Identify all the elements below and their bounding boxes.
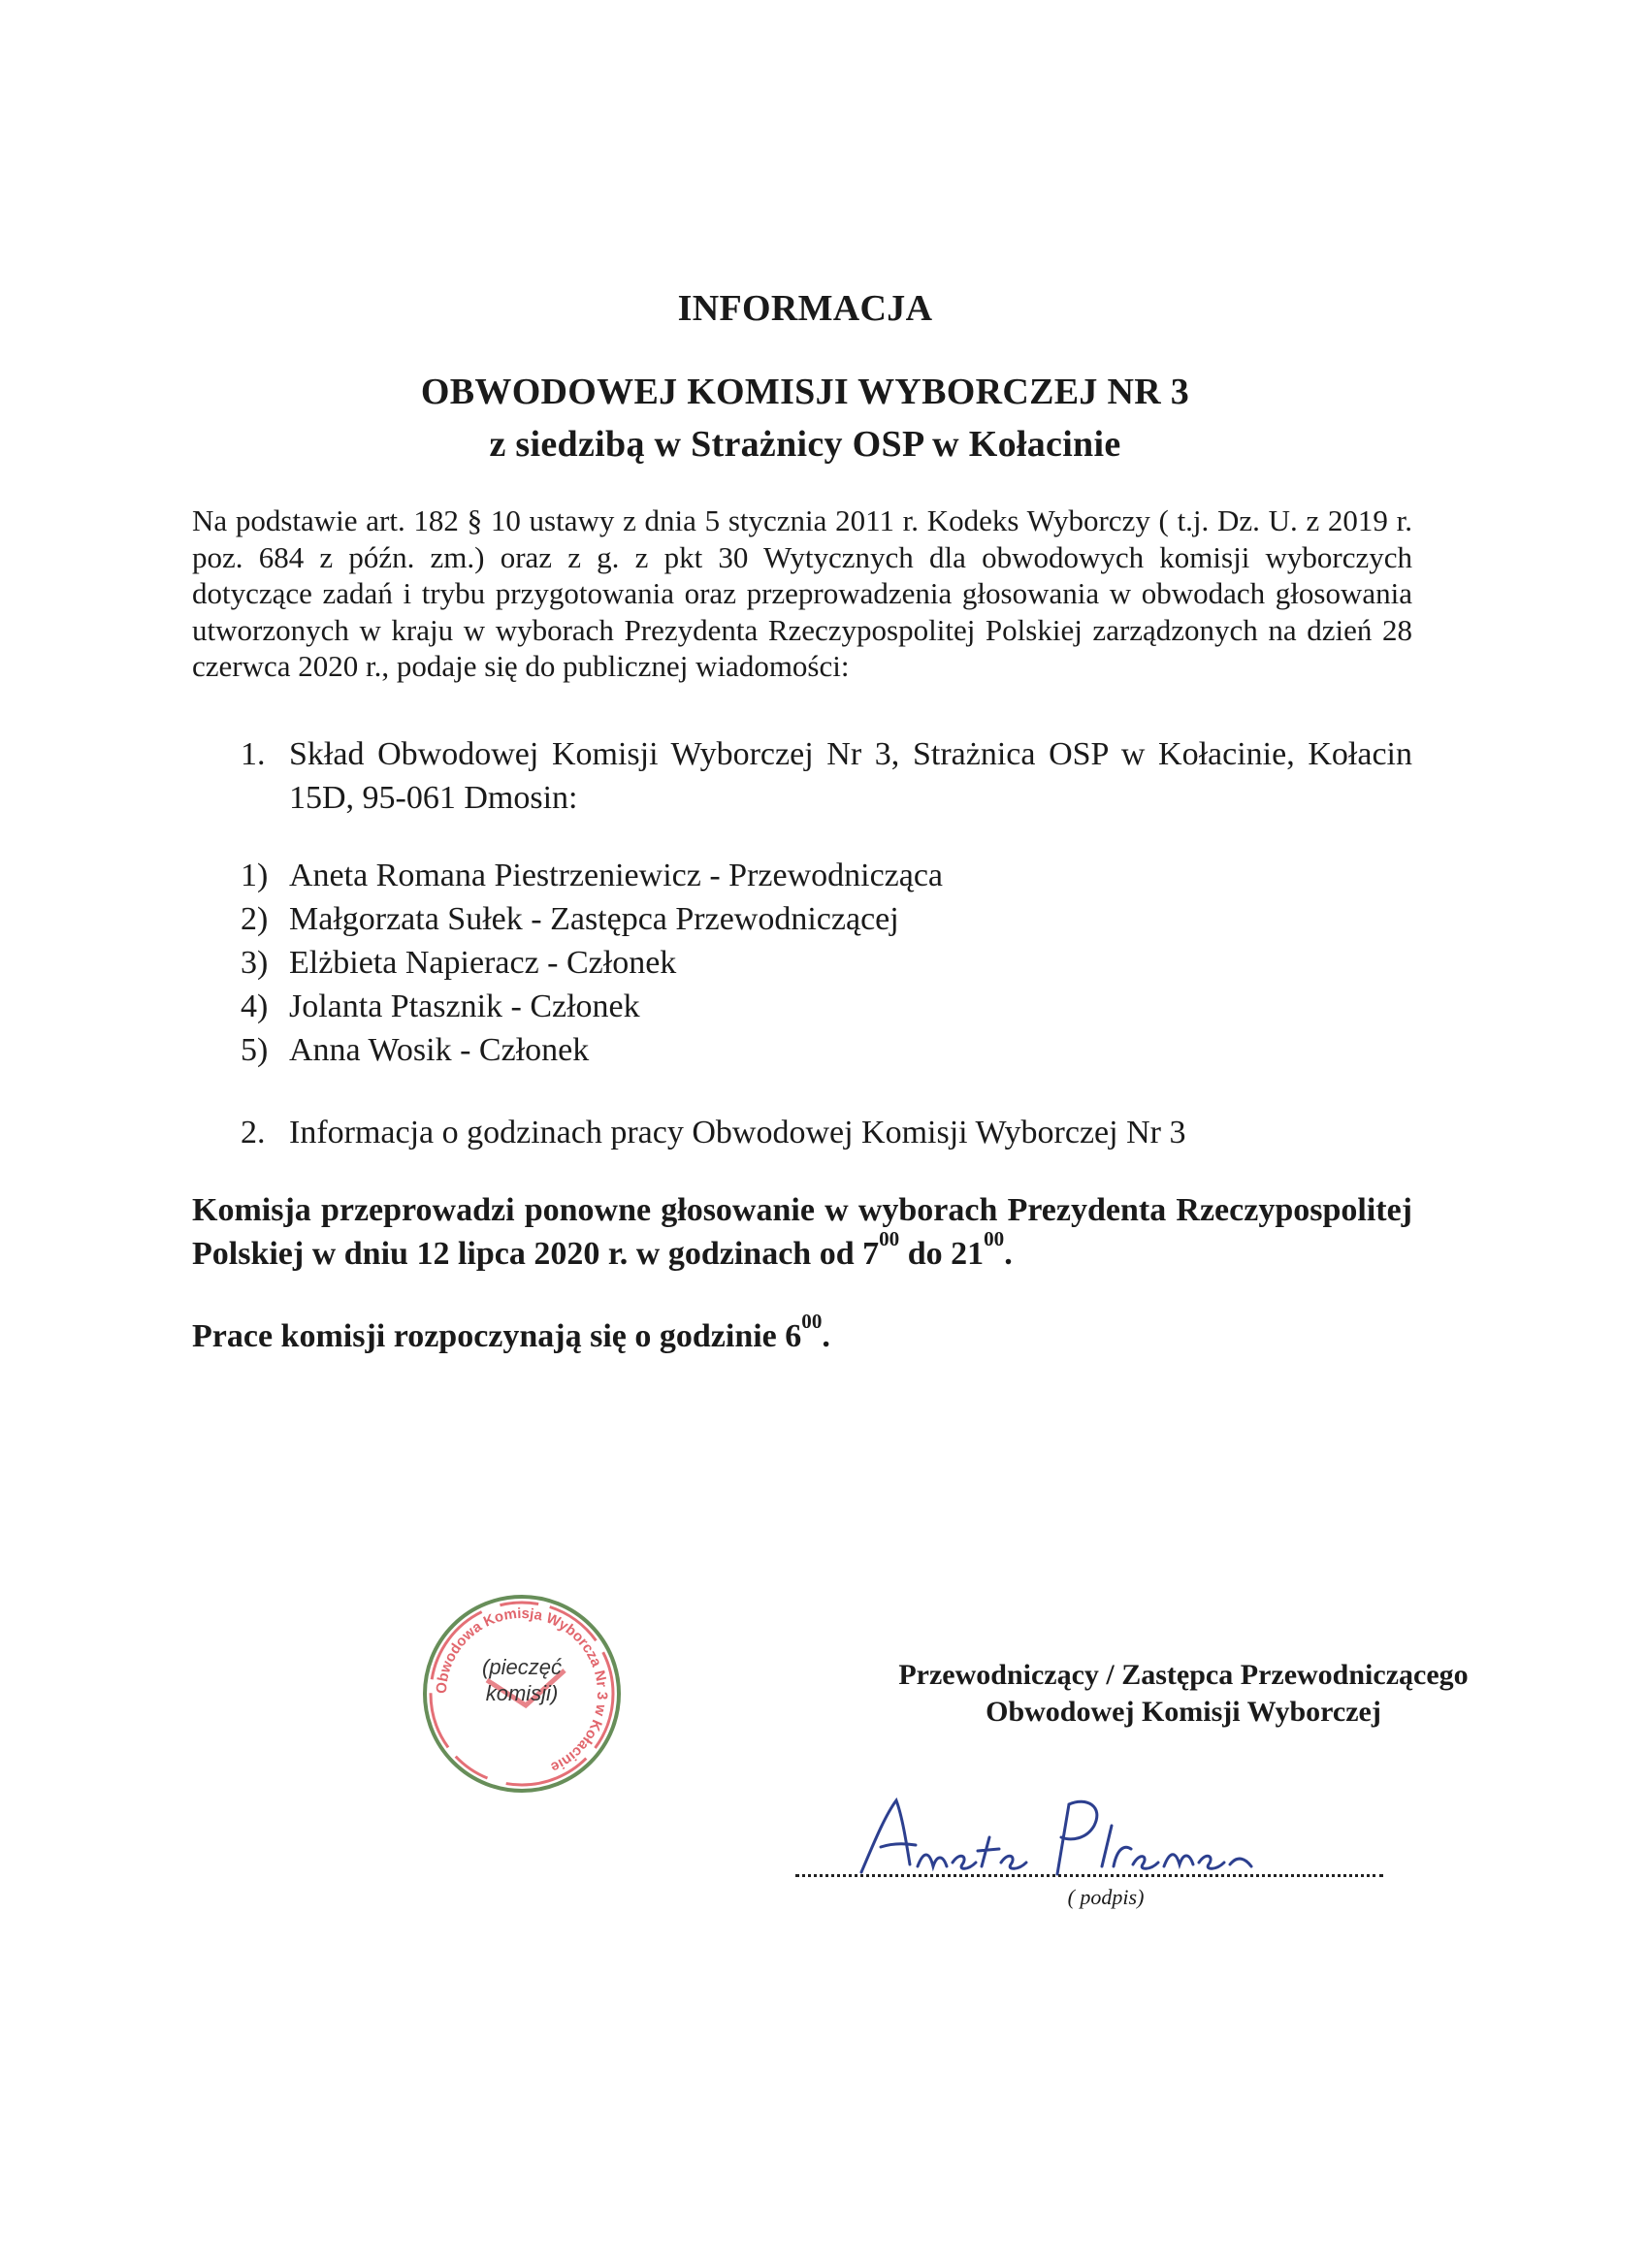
signature-label: ( podpis)	[1067, 1885, 1145, 1909]
signature-caption	[757, 1657, 1610, 1731]
member-text: Anna Wosik - Członek	[289, 1032, 590, 1068]
seal-text: Obwodowa Komisja Wyborcza Nr 3 w Kołacinie	[433, 1604, 611, 1776]
signature-caption-line2: Obwodowej Komisji Wyborczej	[986, 1696, 1381, 1728]
member-text: Jolanta Ptasznik - Członek	[289, 988, 640, 1024]
work-start-text: Prace komisji rozpoczynają się o godzinie	[192, 1318, 786, 1354]
member-row	[241, 985, 640, 1028]
item2-number: 2.	[241, 1115, 266, 1150]
voting-end-punct: .	[1004, 1236, 1013, 1272]
member-text: Małgorzata Sułek - Zastępca Przewodniczącej	[289, 901, 899, 937]
intro-paragraph: Na podstawie art. 182 § 10 ustawy z dnia 5 stycznia 2011 r. Kodeks Wyborczy ( t.j. Dz. U. z 2019 r. poz. 684 z późn. zm.) oraz z g. z pkt 30 Wytycznych dla obwodowych komisji wyborczych dotyczące zadań i trybu przygotowania oraz przeprowadzenia głosowania w obwodach głosowania utworzonych w kraju w wyborach Prezydenta Rzeczypospolitej Polskiej zarządzonych na dzień 28 czerwca 2020 r., podaje się do publicznej wiadomości:	[192, 503, 1412, 683]
work-start-minutes: 00	[801, 1310, 823, 1334]
member-row	[241, 897, 899, 941]
voting-text: Komisja przeprowadzi ponowne głosowanie w wyborach Prezydenta Rzeczypospolitej Polskiej w dniu 12 lipca 2020 r. w godzinach od	[192, 1192, 1412, 1272]
work-start-punct: .	[822, 1318, 830, 1354]
handwritten-signature	[854, 1787, 1261, 1884]
member-number: 3)	[241, 945, 269, 981]
item2-text: Informacja o godzinach pracy Obwodowej Komisji Wyborczej Nr 3	[289, 1115, 1186, 1150]
item1-text: Skład Obwodowej Komisji Wyborczej Nr 3, Strażnica OSP w Kołacinie, Kołacin 15D, 95-061 Dmosin:	[289, 736, 1412, 816]
member-number: 2)	[241, 901, 269, 937]
committee-seat: z siedzibą w Strażnicy OSP w Kołacinie	[489, 424, 1121, 465]
document-title: INFORMACJA	[677, 288, 933, 329]
voting-end-hour: 21	[951, 1236, 985, 1272]
work-start-line	[192, 1310, 830, 1358]
signature-line	[795, 1874, 1383, 1877]
member-row	[241, 1028, 589, 1072]
stamp-label	[464, 1654, 580, 1706]
item2	[241, 1111, 1185, 1154]
member-number: 4)	[241, 988, 269, 1024]
member-row	[241, 941, 676, 985]
item1-number: 1.	[241, 736, 266, 772]
work-start-hour: 6	[785, 1318, 802, 1354]
stamp-label-line1: (pieczęć	[482, 1655, 562, 1679]
signature-caption-line1: Przewodniczący / Zastępca Przewodniczącego	[898, 1659, 1469, 1691]
voting-end-minutes: 00	[984, 1227, 1005, 1251]
member-row	[241, 854, 943, 897]
committee-name: OBWODOWEJ KOMISJI WYBORCZEJ NR 3	[420, 372, 1190, 412]
voting-between: do	[899, 1236, 952, 1272]
member-text: Aneta Romana Piestrzeniewicz - Przewodnicząca	[289, 858, 944, 893]
voting-start-minutes: 00	[879, 1227, 900, 1251]
voting-start-hour: 7	[862, 1236, 880, 1272]
voting-hours-paragraph	[192, 1188, 1412, 1276]
member-number: 1)	[241, 858, 269, 893]
member-number: 5)	[241, 1032, 269, 1068]
stamp-label-line2: komisji)	[485, 1681, 559, 1705]
member-text: Elżbieta Napieracz - Członek	[289, 945, 677, 981]
